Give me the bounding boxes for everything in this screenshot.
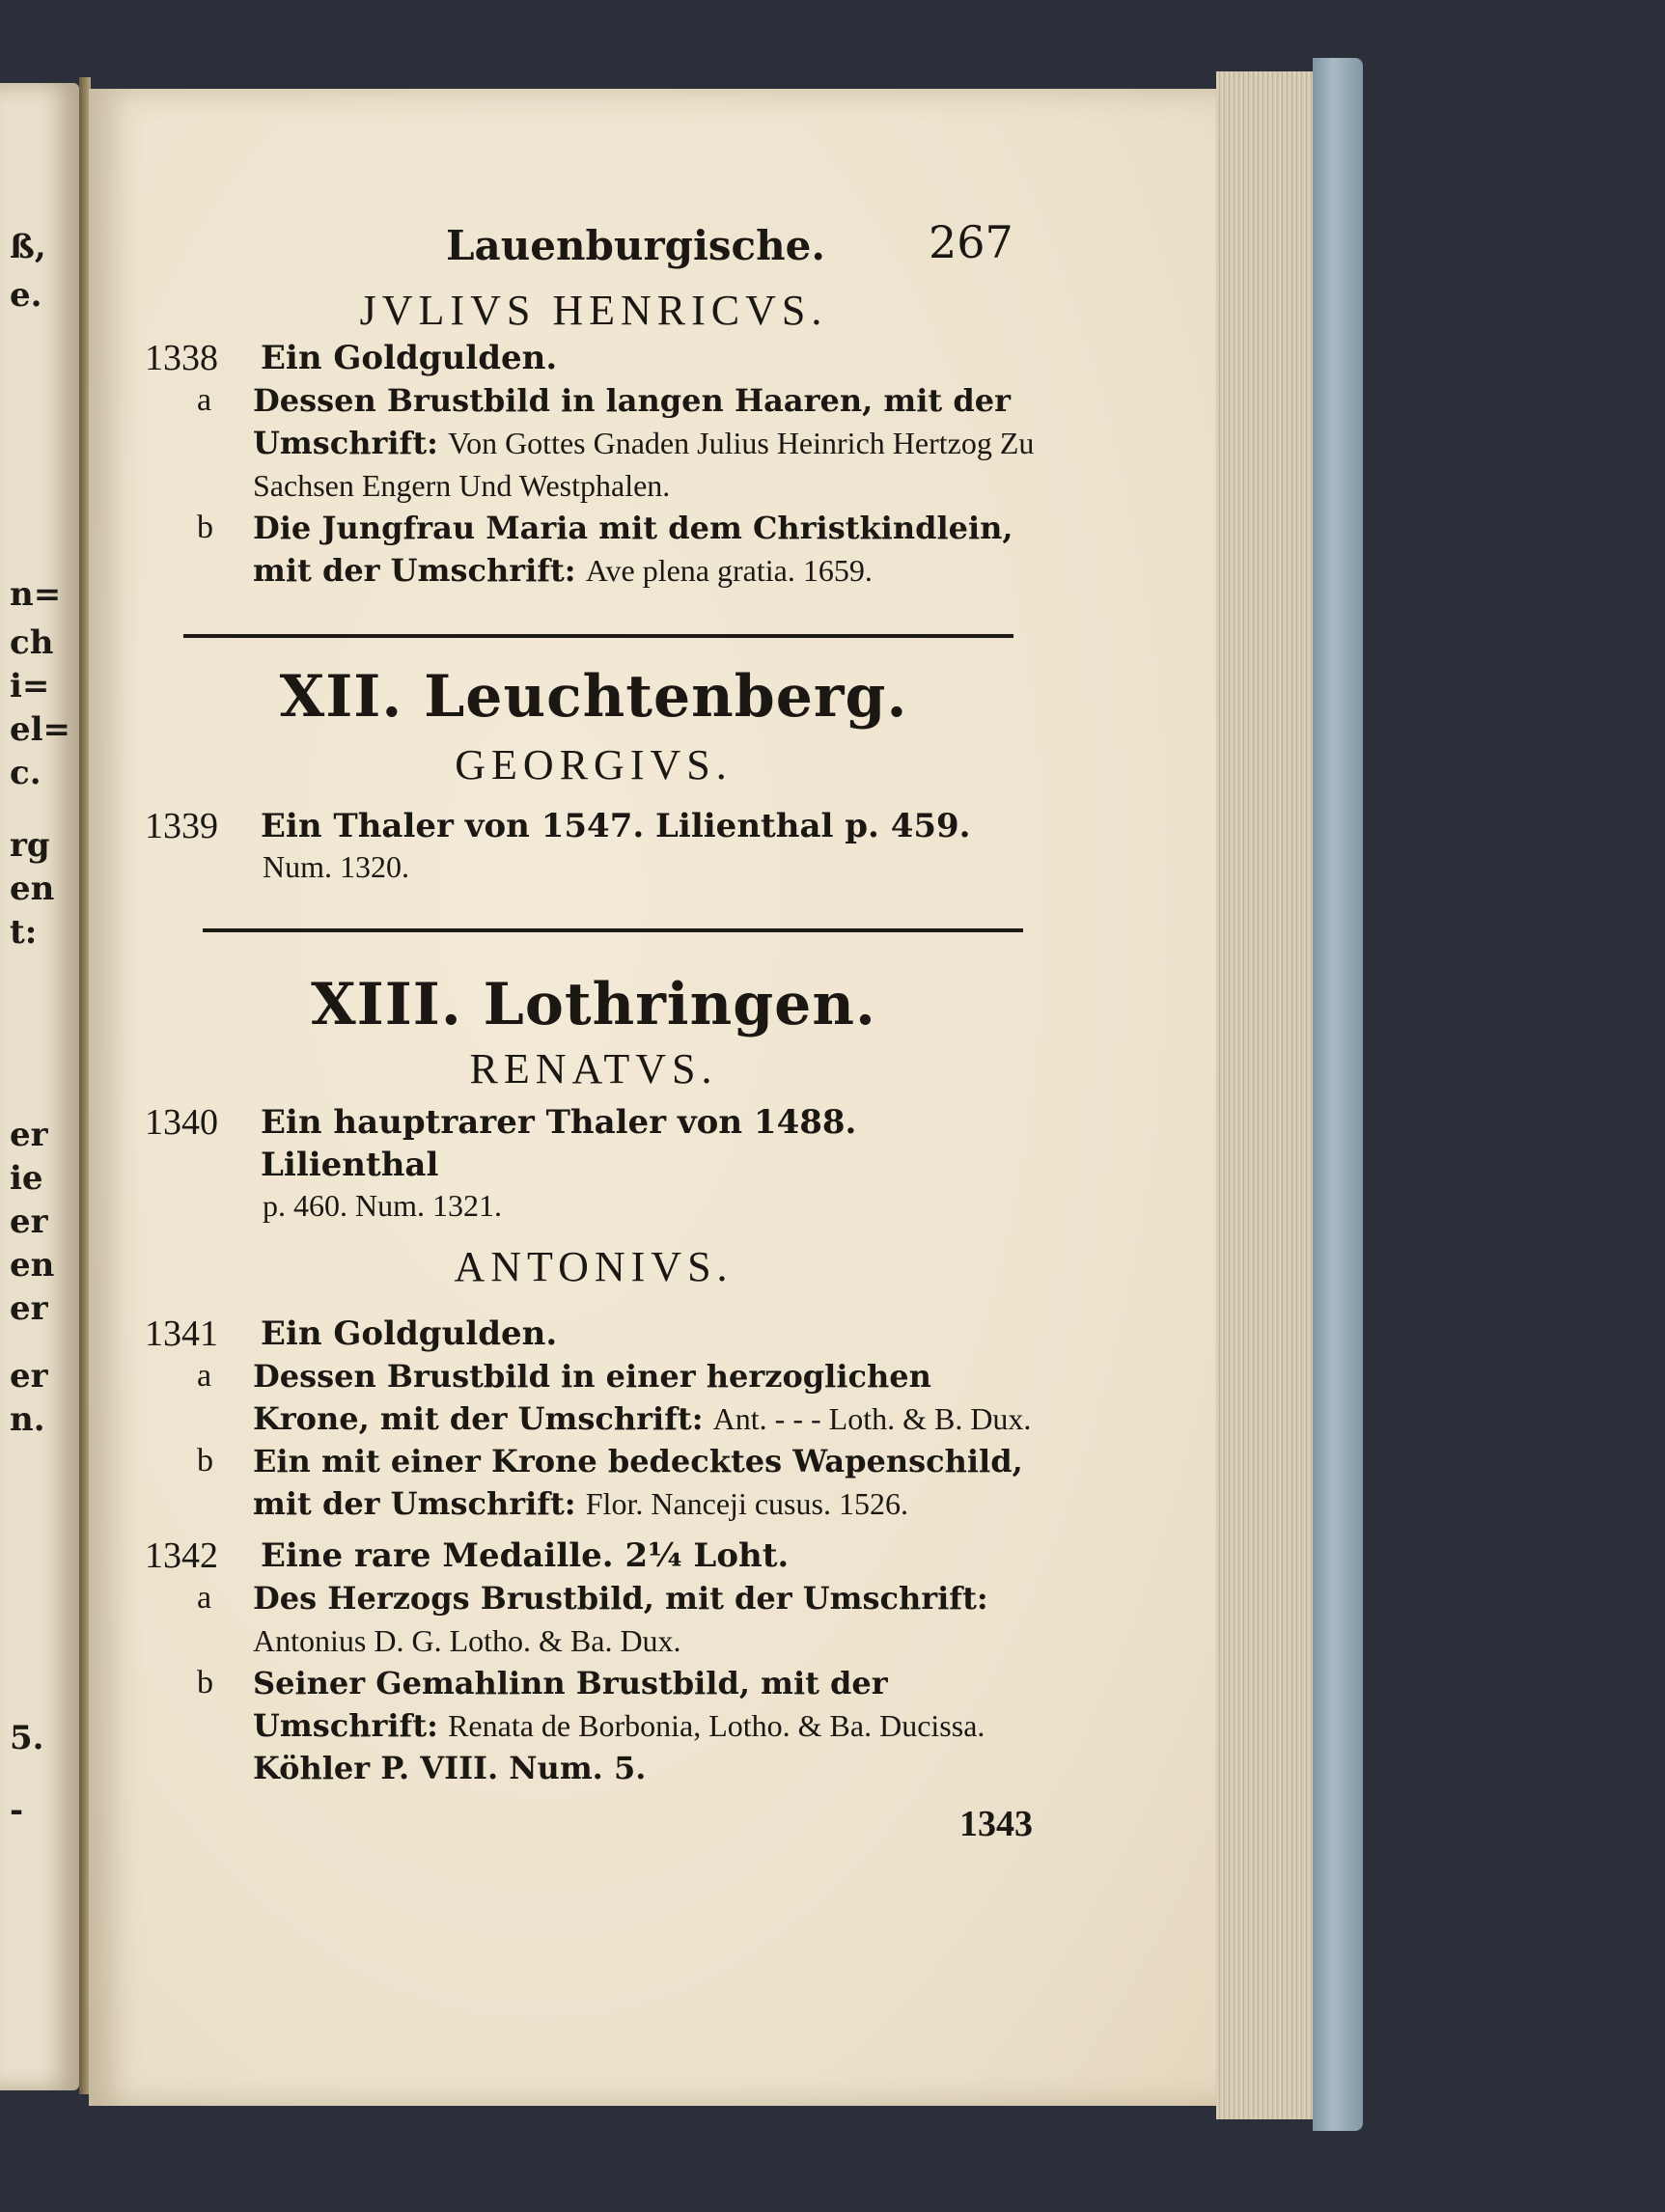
item-inscription: Flor. Nanceji cusus. 1526.	[585, 1486, 908, 1521]
left-fragment: en	[10, 870, 55, 908]
entry-title: Eine rare Medaille. 2¼ Loht.	[261, 1536, 790, 1575]
item-text: Seiner Gemahlinn Brustbild, mit der Umschrift:	[253, 1665, 888, 1744]
left-fragment: ch	[10, 623, 54, 662]
catalog-entry	[145, 805, 1042, 886]
left-fragment: er	[10, 1203, 48, 1241]
item-inscription: Von Gottes Gnaden Julius Heinrich Hertzog Zu Sachsen Engern Und Westphalen.	[253, 426, 1035, 503]
item-label: b	[197, 510, 213, 545]
left-facing-page	[0, 83, 79, 2090]
page-header	[145, 212, 1042, 280]
entry-title: Ein Goldgulden.	[261, 339, 558, 377]
entry-reference: Num. 1320.	[263, 849, 409, 884]
item-label: b	[197, 1665, 213, 1700]
left-fragment: er	[10, 1289, 48, 1328]
left-fragment: ß,	[10, 228, 46, 266]
item-label: a	[197, 1358, 212, 1394]
left-fragment: 5.	[10, 1719, 44, 1757]
entry-number: 1338	[145, 338, 218, 378]
page-content	[145, 212, 1042, 1845]
section-heading: XII. Leuchtenberg.	[279, 663, 908, 731]
item-text: Die Jungfrau Maria mit dem Christkindlein, mit der Umschrift:	[253, 510, 1013, 589]
item-text: Dessen Brustbild in einer herzoglichen Krone, mit der Umschrift:	[253, 1358, 931, 1437]
left-fragment: er	[10, 1116, 48, 1154]
item-label: a	[197, 382, 212, 418]
ruler-name: GEORGIVS.	[455, 741, 733, 788]
item-label: b	[197, 1443, 213, 1479]
item-inscription: Antonius D. G. Lotho. & Ba. Dux.	[253, 1623, 681, 1658]
left-fragment: t:	[10, 913, 38, 952]
catalog-entry	[145, 337, 1042, 379]
item-inscription: Ave plena gratia. 1659.	[585, 553, 873, 588]
entry-item	[145, 507, 1042, 592]
entry-item	[145, 1577, 1042, 1662]
left-fragment: er	[10, 1357, 48, 1396]
entry-item	[145, 1440, 1042, 1525]
entry-title: Ein Thaler von 1547. Lilienthal p. 459.	[261, 807, 971, 845]
item-text: Dessen Brustbild in langen Haaren, mit der Umschrift:	[253, 382, 1011, 461]
item-inscription: Ant. - - - Loth. & B. Dux.	[712, 1401, 1032, 1436]
left-fragment: -	[10, 1791, 24, 1830]
left-fragment: rg	[10, 826, 50, 865]
left-fragment: el=	[10, 710, 71, 749]
ruler-name: JVLIVS HENRICVS.	[359, 287, 828, 334]
catalog-entry	[145, 1313, 1042, 1355]
entry-number: 1342	[145, 1535, 218, 1576]
left-fragment: e.	[10, 276, 42, 315]
running-title: Lauenburgische.	[446, 222, 825, 269]
entry-item	[145, 379, 1042, 507]
entry-number: 1340	[145, 1102, 218, 1143]
ruler-name: RENATVS.	[469, 1045, 718, 1092]
entry-number: 1339	[145, 806, 218, 846]
page-number: 267	[929, 216, 1013, 268]
left-fragment: en	[10, 1246, 55, 1285]
left-fragment: n=	[10, 575, 62, 614]
catalog-entry	[145, 1101, 1042, 1225]
item-text: Des Herzogs Brustbild, mit der Umschrift:	[253, 1580, 988, 1617]
entry-title: Ein hauptrarer Thaler von 1488. Lilienthal	[261, 1103, 857, 1184]
left-fragment: i=	[10, 667, 50, 705]
entry-number: 1341	[145, 1313, 218, 1354]
item-text: Ein mit einer Krone bedecktes Wapenschild, mit der Umschrift:	[253, 1443, 1023, 1522]
left-fragment: n.	[10, 1400, 45, 1439]
catchword: 1343	[959, 1804, 1033, 1844]
entry-title: Ein Goldgulden.	[261, 1314, 558, 1353]
page-edges	[1216, 71, 1313, 2119]
ruler-name: ANTONIVS.	[454, 1243, 734, 1290]
book-cover	[1313, 58, 1363, 2131]
item-label: a	[197, 1580, 212, 1616]
left-fragment: ie	[10, 1159, 43, 1198]
section-divider	[183, 634, 1013, 638]
section-heading: XIII. Lothringen.	[311, 971, 876, 1038]
item-reference: Köhler P. VIII. Num. 5.	[253, 1750, 647, 1786]
entry-item	[145, 1355, 1042, 1440]
left-fragment: c.	[10, 754, 42, 792]
item-inscription: Renata de Borbonia, Lotho. & Ba. Ducissa.	[448, 1708, 985, 1743]
entry-reference: p. 460. Num. 1321.	[263, 1188, 502, 1223]
catalog-entry	[145, 1535, 1042, 1577]
entry-item	[145, 1662, 1042, 1789]
section-divider	[203, 928, 1023, 932]
